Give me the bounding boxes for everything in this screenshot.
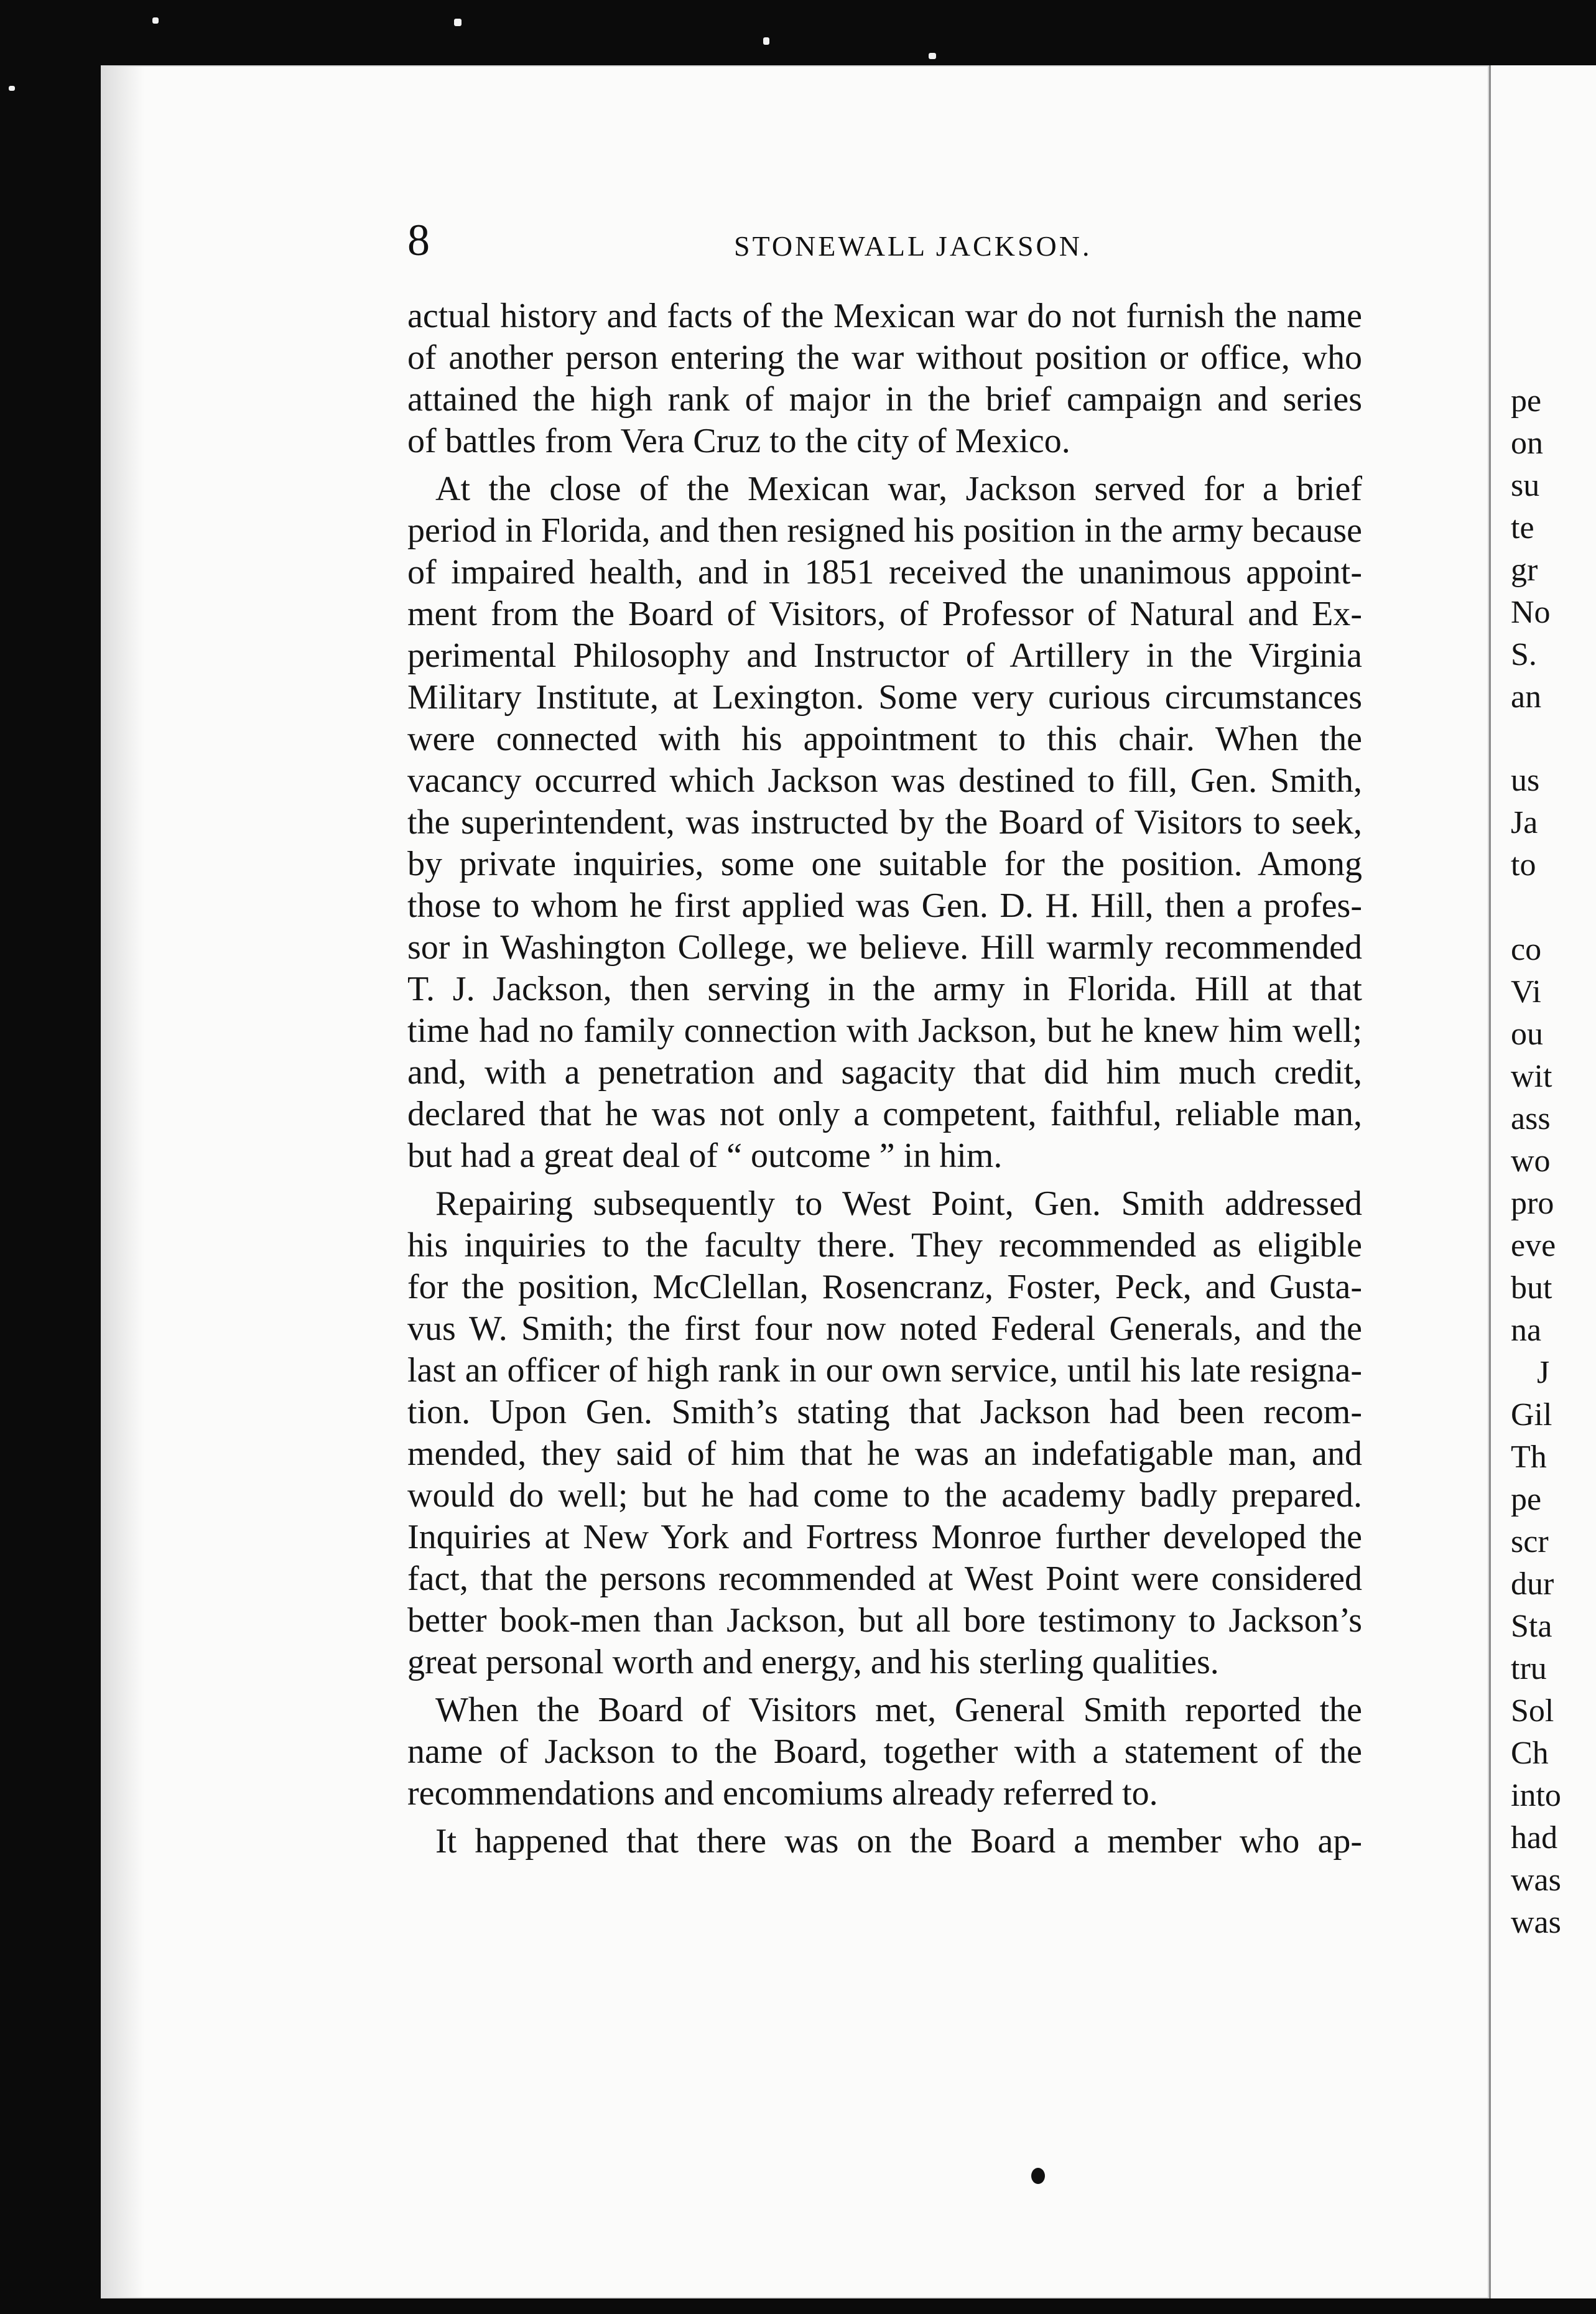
facing-page [1489, 65, 1596, 2298]
text-fragment: on [1511, 425, 1543, 461]
text-fragment: was [1511, 1905, 1561, 1940]
text-line: the superintendent, was instructed by the Board of Visitors to seek, [407, 803, 1362, 842]
text-line: of battles from Vera Cruz to the city of Mexico. [407, 422, 1070, 460]
text-fragment: ou [1511, 1016, 1543, 1052]
text-fragment: su [1511, 468, 1540, 503]
text-line: his inquiries to the faculty there. They recommended as eligible [407, 1226, 1362, 1265]
text-line: ment from the Board of Visitors, of Professor of Natural and Ex- [407, 595, 1362, 633]
text-fragment: Th [1511, 1439, 1547, 1475]
text-line: Repairing subsequently to West Point, Gen. Smith addressed [435, 1184, 1362, 1223]
text-line: It happened that there was on the Board a member who ap- [435, 1822, 1362, 1861]
scan-speck [929, 53, 936, 59]
text-line: vacancy occurred which Jackson was destined to fill, Gen. Smith, [407, 761, 1362, 800]
text-fragment: Sol [1511, 1693, 1554, 1729]
text-line: of another person entering the war without position or office, who [407, 338, 1362, 377]
text-line: tion. Upon Gen. Smith’s stating that Jackson had been recom- [407, 1393, 1362, 1431]
text-fragment: na [1511, 1313, 1542, 1348]
text-line: T. J. Jackson, then serving in the army in Florida. Hill at that [407, 970, 1362, 1008]
text-fragment: Gil [1511, 1397, 1552, 1433]
text-fragment: wo [1511, 1143, 1551, 1179]
text-fragment: was [1511, 1862, 1561, 1898]
text-fragment: an [1511, 679, 1542, 715]
text-line: actual history and facts of the Mexican war do not furnish the name [407, 297, 1362, 335]
text-line: those to whom he first applied was Gen. D. H. Hill, then a profes- [407, 886, 1362, 925]
text-fragment: pe [1511, 1482, 1542, 1517]
text-line: would do well; but he had come to the academy badly prepared. [407, 1476, 1362, 1515]
text-line: perimental Philosophy and Instructor of Artillery in the Virginia [407, 636, 1362, 675]
text-fragment: Vi [1511, 974, 1541, 1010]
text-fragment: ass [1511, 1101, 1551, 1136]
scan-speck [9, 86, 15, 91]
ink-spot [1031, 2168, 1045, 2184]
text-fragment: Ch [1511, 1736, 1549, 1771]
text-fragment: pe [1511, 383, 1542, 419]
text-fragment: tru [1511, 1651, 1547, 1686]
text-line: better book-men than Jackson, but all bore testimony to Jackson’s [407, 1601, 1362, 1640]
page-header [407, 215, 1371, 271]
text-line: attained the high rank of major in the brief campaign and series [407, 380, 1362, 419]
text-line: When the Board of Visitors met, General Smith reported the [435, 1691, 1362, 1729]
text-fragment: J [1537, 1355, 1550, 1390]
running-title: STONEWALL JACKSON. [734, 230, 1092, 262]
text-fragment: eve [1511, 1228, 1556, 1263]
text-line: period in Florida, and then resigned his position in the army because [407, 511, 1362, 550]
text-line: last an officer of high rank in our own service, until his late resigna- [407, 1351, 1362, 1390]
scan-speck [152, 17, 159, 24]
text-line: time had no family connection with Jackson, but he knew him well; [407, 1011, 1362, 1050]
text-line: vus W. Smith; the first four now noted Federal Generals, and the [407, 1309, 1362, 1348]
text-fragment: pro [1511, 1186, 1554, 1221]
text-line: but had a great deal of “ outcome ” in him. [407, 1136, 1003, 1175]
text-fragment: but [1511, 1270, 1552, 1306]
text-fragment: co [1511, 932, 1542, 967]
text-line: At the close of the Mexican war, Jackson served for a brief [435, 470, 1362, 508]
text-line: great personal worth and energy, and his sterling qualities. [407, 1643, 1219, 1681]
text-line: by private inquiries, some one suitable for the position. Among [407, 845, 1362, 883]
text-line: name of Jackson to the Board, together with a statement of the [407, 1732, 1362, 1771]
text-fragment: to [1511, 847, 1536, 883]
page-gutter-shadow [101, 65, 144, 2298]
text-fragment: wit [1511, 1059, 1552, 1094]
text-line: Inquiries at New York and Fortress Monroe further developed the [407, 1518, 1362, 1556]
text-line: and, with a penetration and sagacity that did him much credit, [407, 1053, 1362, 1092]
text-line: mended, they said of him that he was an indefatigable man, and [407, 1434, 1362, 1473]
text-fragment: Ja [1511, 805, 1538, 840]
text-fragment: S. [1511, 637, 1537, 672]
text-line: for the position, McClellan, Rosencranz, Foster, Peck, and Gusta- [407, 1268, 1362, 1306]
text-fragment: No [1511, 595, 1551, 630]
text-fragment: scr [1511, 1524, 1549, 1559]
scan-speck [763, 37, 769, 45]
text-line: Military Institute, at Lexington. Some very curious circumstances [407, 678, 1362, 717]
text-line: recommendations and encomiums already referred to. [407, 1774, 1158, 1813]
text-line: sor in Washington College, we believe. Hill warmly recommended [407, 928, 1362, 967]
text-line: of impaired health, and in 1851 received the unanimous appoint- [407, 553, 1362, 592]
text-line: fact, that the persons recommended at West Point were considered [407, 1559, 1362, 1598]
page-number: 8 [407, 215, 430, 265]
text-fragment: te [1511, 510, 1534, 546]
text-fragment: Sta [1511, 1609, 1552, 1644]
text-fragment: us [1511, 763, 1540, 798]
scan-speck [454, 19, 462, 26]
text-fragment: had [1511, 1820, 1558, 1856]
text-fragment: gr [1511, 552, 1538, 588]
text-fragment: dur [1511, 1566, 1554, 1602]
page-body-text [407, 295, 1362, 1862]
text-fragment: into [1511, 1778, 1561, 1813]
text-line: declared that he was not only a competent, faithful, reliable man, [407, 1095, 1362, 1133]
text-line: were connected with his appointment to this chair. When the [407, 720, 1362, 758]
